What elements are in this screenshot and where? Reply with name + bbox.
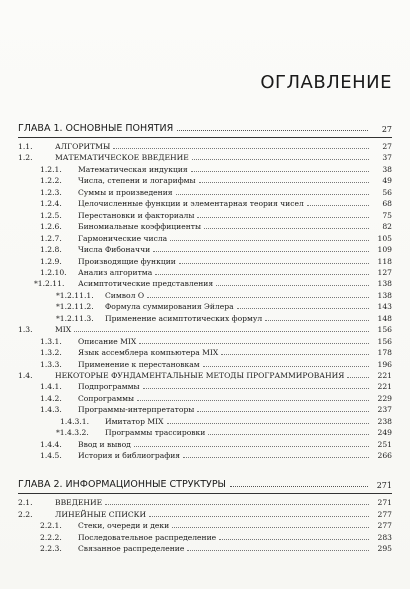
toc-entry-label: Формула суммирования Эйлера xyxy=(105,302,234,312)
toc-entry xyxy=(40,347,392,358)
toc-entry-number: 1.4.3. xyxy=(40,405,62,415)
toc-entry-number: *1.2.11.3. xyxy=(56,313,94,323)
dot-leader xyxy=(177,130,368,131)
chapter-1-page: 27 xyxy=(381,125,392,134)
toc-entry-page: 27 xyxy=(382,142,392,151)
toc-entry-label: Сопрограммы xyxy=(78,393,135,403)
toc-entry xyxy=(40,450,392,461)
toc-entry-number: 1.4.1. xyxy=(40,382,62,392)
toc-entry-label: Описание MIX xyxy=(78,336,137,346)
toc-entry xyxy=(56,301,392,312)
toc-entry-label: Асимптотические представления xyxy=(78,279,214,289)
chapter-1-label: ГЛАВА 1. ОСНОВНЫЕ ПОНЯТИЯ xyxy=(18,123,174,134)
toc-entry-label: Язык ассемблера компьютера MIX xyxy=(78,348,219,358)
toc-entry-page: 283 xyxy=(377,532,392,542)
dot-leader xyxy=(105,504,369,505)
toc-entry-label: Программы-интерпретаторы xyxy=(78,405,195,415)
toc-entry-page: 49 xyxy=(382,176,392,186)
toc-entry-label: Подпрограммы xyxy=(78,382,140,392)
dot-leader xyxy=(139,343,369,344)
toc-entry-label: Математическая индукция xyxy=(78,164,188,174)
toc-entry-number: 1.2.3. xyxy=(40,187,62,197)
toc-entry-page: 109 xyxy=(377,245,392,255)
toc-entry xyxy=(40,256,392,267)
toc-entry xyxy=(56,313,392,324)
toc-entry xyxy=(56,290,392,301)
toc-entry-number: 2.2. xyxy=(18,509,33,519)
chapter-2-heading xyxy=(18,476,392,490)
toc-entry-label: Программы трассировки xyxy=(105,428,206,438)
toc-entry-number: 1.3.2. xyxy=(40,348,62,358)
toc-entry-page: 138 xyxy=(377,290,392,300)
toc-entry-number: 1.3.3. xyxy=(40,359,62,369)
toc-entry-label: Анализ алгоритма xyxy=(78,267,153,277)
toc-entry xyxy=(18,152,392,163)
dot-leader xyxy=(197,217,369,218)
toc-entry-number: 1.3. xyxy=(18,325,33,335)
toc-entry-label: ЛИНЕЙНЫЕ СПИСКИ xyxy=(55,509,147,519)
toc-entry xyxy=(60,416,392,427)
toc-entry-page: 277 xyxy=(377,521,392,530)
dot-leader xyxy=(204,228,369,229)
toc-entry-number: 1.3.1. xyxy=(40,336,62,346)
toc-entry-label: Применение к перестановкам xyxy=(78,359,200,369)
toc-entry-page: 251 xyxy=(377,439,392,449)
chapter-1-rule xyxy=(18,137,392,138)
dot-leader xyxy=(183,457,369,458)
dot-leader xyxy=(172,527,369,528)
toc-entry-number: 2.2.2. xyxy=(40,532,62,542)
toc-entry-label: Целочисленные функции и элементарная теория чисел xyxy=(78,199,304,209)
toc-entry xyxy=(56,427,392,438)
toc-entry xyxy=(18,509,392,520)
dot-leader xyxy=(192,159,369,160)
toc-entry-label: Перестановки и факториалы xyxy=(78,210,195,220)
toc-entry xyxy=(40,520,392,531)
dot-leader xyxy=(155,274,369,275)
toc-entry-page: 237 xyxy=(377,405,392,415)
dot-leader xyxy=(216,285,369,286)
toc-entry-page: 37 xyxy=(382,153,392,163)
toc-entry xyxy=(40,543,392,554)
toc-entry-page: 178 xyxy=(377,348,392,358)
toc-entry-label: Суммы и произведения xyxy=(78,187,173,197)
toc-entry-label: Числа, степени и логарифмы xyxy=(78,176,196,186)
chapter-2-label: ГЛАВА 2. ИНФОРМАЦИОННЫЕ СТРУКТУРЫ xyxy=(18,479,226,490)
toc-entry-label: Стеки, очереди и деки xyxy=(78,521,170,530)
toc-entry-number: 1.2.9. xyxy=(40,256,62,266)
toc-entry-page: 143 xyxy=(377,302,392,312)
toc-entry xyxy=(18,370,392,381)
dot-leader xyxy=(237,308,369,309)
toc-entry-page: 249 xyxy=(377,428,392,438)
toc-entry-number: 1.4.3.1. xyxy=(60,416,89,426)
toc-entry-label: АЛГОРИТМЫ xyxy=(55,142,111,151)
toc-entry xyxy=(40,175,392,186)
dot-leader xyxy=(307,205,369,206)
toc-entry xyxy=(40,336,392,347)
toc-entry-page: 295 xyxy=(377,544,392,553)
toc-entry-page: 127 xyxy=(377,267,392,277)
dot-leader xyxy=(143,388,369,389)
toc-entry-number: 1.4.4. xyxy=(40,439,62,449)
toc-entry-label: МАТЕМАТИЧЕСКОЕ ВВЕДЕНИЕ xyxy=(55,153,189,163)
toc-entry-number: 1.4. xyxy=(18,371,33,380)
dot-leader xyxy=(74,331,369,332)
toc-entry-number: 1.2.4. xyxy=(40,199,62,209)
toc-entry-number: 1.2.6. xyxy=(40,222,62,232)
dot-leader xyxy=(187,550,369,551)
toc-entry-label: ВВЕДЕНИЕ xyxy=(55,498,103,507)
dot-leader xyxy=(170,240,369,241)
toc-entry xyxy=(40,164,392,175)
toc-entry-page: 138 xyxy=(377,279,392,289)
toc-entry xyxy=(40,532,392,543)
dot-leader xyxy=(208,434,369,435)
toc-entry-number: 1.2. xyxy=(18,153,33,163)
toc-entry-label: Связанное распределение xyxy=(78,544,185,553)
toc-entry-label: MIX xyxy=(55,325,72,335)
dot-leader xyxy=(147,297,369,298)
dot-leader xyxy=(347,377,369,378)
toc-entry-page: 221 xyxy=(377,371,392,380)
toc-entry-label: Применение асимптотических формул xyxy=(105,313,263,323)
toc-entry-label: Ввод и вывод xyxy=(78,439,131,449)
toc-entry xyxy=(34,278,392,289)
dot-leader xyxy=(265,320,369,321)
toc-entry-number: 1.4.2. xyxy=(40,393,62,403)
toc-entry-number: 1.2.7. xyxy=(40,233,62,243)
toc-entry-number: 1.1. xyxy=(18,142,33,151)
toc-entry-number: 1.4.5. xyxy=(40,451,62,461)
toc-entry-page: 271 xyxy=(377,498,392,507)
dot-leader xyxy=(203,366,369,367)
toc-entry-page: 156 xyxy=(377,325,392,335)
toc-entry xyxy=(18,324,392,335)
toc-entry-label: НЕКОТОРЫЕ ФУНДАМЕНТАЛЬНЫЕ МЕТОДЫ ПРОГРАММИРОВАНИЯ xyxy=(55,371,345,380)
toc-entry-number: *1.2.11. xyxy=(34,279,65,289)
toc-entry-label: Символ O xyxy=(105,290,145,300)
toc-entry-page: 229 xyxy=(377,393,392,403)
dot-leader xyxy=(197,411,369,412)
toc-entry-label: Биномиальные коэффициенты xyxy=(78,222,202,232)
toc-entry-page: 148 xyxy=(377,313,392,323)
dot-leader xyxy=(167,423,369,424)
dot-leader xyxy=(230,486,368,487)
dot-leader xyxy=(137,400,369,401)
dot-leader xyxy=(191,171,369,172)
toc-entry-label: История и библиография xyxy=(78,451,181,461)
toc-entry-label: Числа Фибоначчи xyxy=(78,245,151,255)
chapter-1-heading xyxy=(18,120,392,134)
toc-entry-number: 1.2.10. xyxy=(40,267,67,277)
dot-leader xyxy=(219,539,369,540)
chapter-2-rule xyxy=(18,493,392,494)
dot-leader xyxy=(221,354,369,355)
dot-leader xyxy=(179,263,369,264)
toc-entry xyxy=(40,221,392,232)
toc-entry-page: 56 xyxy=(382,187,392,197)
toc-entry xyxy=(40,359,392,370)
chapter-2-page: 271 xyxy=(376,481,392,490)
toc-entry-number: 1.2.2. xyxy=(40,176,62,186)
toc-entry xyxy=(40,404,392,415)
dot-leader xyxy=(113,148,369,149)
toc-entry xyxy=(40,187,392,198)
toc-entry xyxy=(18,141,392,152)
dot-leader xyxy=(149,516,369,517)
toc-entry xyxy=(40,267,392,278)
toc-entry xyxy=(18,497,392,508)
toc-entry-label: Производящие функции xyxy=(78,256,176,266)
toc-entry xyxy=(40,233,392,244)
toc-entry-number: 1.2.8. xyxy=(40,245,62,255)
toc-entry-page: 38 xyxy=(382,164,392,174)
toc-entry-number: *1.2.11.2. xyxy=(56,302,94,312)
toc-entry-page: 105 xyxy=(377,233,392,243)
toc-entry xyxy=(40,381,392,392)
toc-entry xyxy=(40,244,392,255)
dot-leader xyxy=(134,446,369,447)
toc-entry-number: 1.2.1. xyxy=(40,164,62,174)
toc-entry-page: 68 xyxy=(382,199,392,209)
toc-entry-page: 75 xyxy=(382,210,392,220)
toc-entry-label: Последовательное распределение xyxy=(78,532,217,542)
toc-entry-number: 1.2.5. xyxy=(40,210,62,220)
toc-entry-number: 2.2.3. xyxy=(40,544,62,553)
toc-entry-page: 118 xyxy=(377,256,392,266)
toc-entry-page: 82 xyxy=(382,222,392,232)
toc-entry xyxy=(40,198,392,209)
toc-entry xyxy=(40,393,392,404)
dot-leader xyxy=(176,194,369,195)
page-title: ОГЛАВЛЕНИЕ xyxy=(260,72,392,93)
toc-entry-page: 156 xyxy=(377,336,392,346)
toc-entry-page: 266 xyxy=(377,451,392,461)
toc-entry-label: Гармонические числа xyxy=(78,233,168,243)
toc-entry-page: 277 xyxy=(377,509,392,519)
dot-leader xyxy=(199,182,369,183)
toc-entry xyxy=(40,439,392,450)
toc-entry-number: 2.2.1. xyxy=(40,521,62,530)
dot-leader xyxy=(153,251,369,252)
toc-entry-number: 2.1. xyxy=(18,498,33,507)
toc-entry-label: Имитатор MIX xyxy=(105,416,164,426)
toc-entry-page: 238 xyxy=(377,416,392,426)
toc-entry-number: *1.2.11.1. xyxy=(56,290,94,300)
toc-entry xyxy=(40,210,392,221)
toc-entry-page: 196 xyxy=(377,359,392,369)
toc-entry-page: 221 xyxy=(377,382,392,392)
toc-entry-number: *1.4.3.2. xyxy=(56,428,89,438)
